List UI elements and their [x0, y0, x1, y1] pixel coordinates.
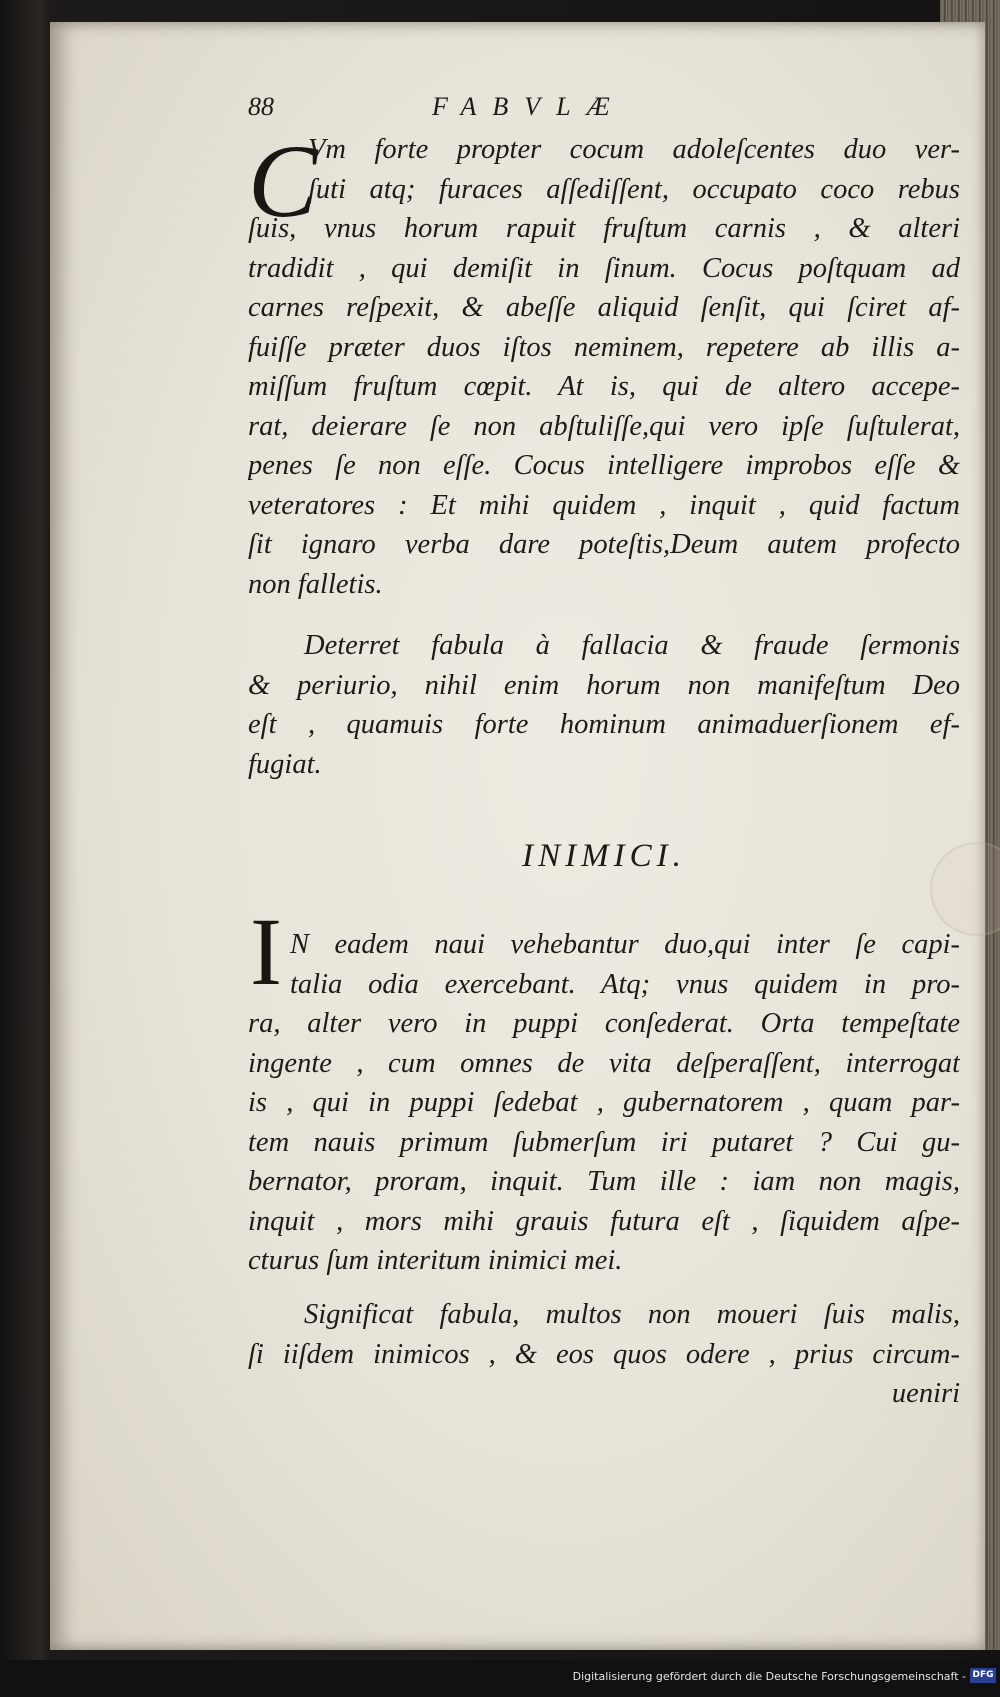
text-line: fugiat. — [248, 748, 322, 780]
dfg-logo: DFG — [970, 1668, 996, 1683]
text-line: miſſum fruſtum cœpit. At is, qui de altero accepe- — [248, 371, 960, 402]
text-line: carnes reſpexit, & abeſſe aliquid ſenſit, qui ſciret af- — [248, 292, 960, 323]
text-line: ſuti atq; furaces aſſediſſent, occupato coco rebus — [308, 173, 960, 205]
text-line: non falletis. — [248, 568, 383, 600]
page-number: 88 — [248, 92, 274, 121]
text-line: inquit , mors mihi grauis futura eſt , ſiquidem aſpe- — [248, 1205, 960, 1237]
text-line: Deterret fabula à fallacia & fraude ſermonis — [304, 630, 960, 661]
text-line: N eadem naui vehebantur duo,qui inter ſe capi- — [290, 929, 960, 960]
text-line: ra, alter vero in puppi conſederat. Orta tempeſtate — [248, 1008, 960, 1039]
text-line: bernator, proram, inquit. Tum ille : iam non magis, — [248, 1166, 960, 1197]
text-line: fuiſſe præter duos iſtos neminem, repetere ab illis a- — [248, 331, 960, 363]
catchword: ueniri — [891, 1378, 960, 1409]
text-line: ingente , cum omnes de vita deſperaſſent, interrogat — [248, 1047, 960, 1079]
text-line: veteratores : Et mihi quidem , inquit , quid factum — [248, 489, 960, 521]
text-line: ſuis, vnus horum rapuit fruſtum carnis , & alteri — [248, 213, 960, 244]
fable1-body — [248, 124, 960, 604]
fable-title: INIMICI. — [522, 838, 686, 874]
text-line: tradidit , qui demiſit in ſinum. Cocus poſtquam ad — [248, 252, 960, 284]
footer-bar — [0, 1660, 1000, 1697]
text-line: ſit ignaro verba dare poteſtis,Deum autem profecto — [248, 529, 960, 560]
fable1-moral — [248, 626, 960, 784]
running-head — [248, 92, 960, 126]
text-line: eſt , quamuis forte hominum animaduerſionem ef- — [248, 709, 960, 740]
text-line: is , qui in puppi ſedebat , gubernatorem , quam par- — [248, 1087, 960, 1118]
text-line: ſi iiſdem inimicos , & eos quos odere , prius circum- — [248, 1338, 960, 1370]
text-line: Significat fabula, multos non moueri ſuis malis, — [304, 1299, 960, 1330]
running-title: FABVLÆ — [432, 92, 626, 121]
drop-capital-c: C — [248, 124, 318, 239]
fable2-moral — [248, 1295, 960, 1414]
text-line: talia odia exercebant. Atq; vnus quidem in pro- — [290, 968, 960, 1000]
text-line: cturus ſum interitum inimici mei. — [248, 1245, 623, 1276]
digitization-credit: Digitalisierung gefördert durch die Deutsche Forschungsgemeinschaft - — [572, 1670, 966, 1683]
drop-capital-i: I — [250, 898, 282, 1005]
text-line: tem nauis primum ſubmerſum iri putaret ? Cui gu- — [248, 1126, 960, 1158]
text-line: rat, deierare ſe non abſtuliſſe,qui vero ipſe ſuſtulerat, — [248, 410, 960, 442]
text-line: & periurio, nihil enim horum non manifeſtum Deo — [248, 669, 960, 701]
text-line: Vm forte propter cocum adoleſcentes duo ver- — [308, 134, 960, 165]
fable2-body — [248, 925, 960, 1281]
text-line: penes ſe non eſſe. Cocus intelligere improbos eſſe & — [248, 450, 960, 481]
